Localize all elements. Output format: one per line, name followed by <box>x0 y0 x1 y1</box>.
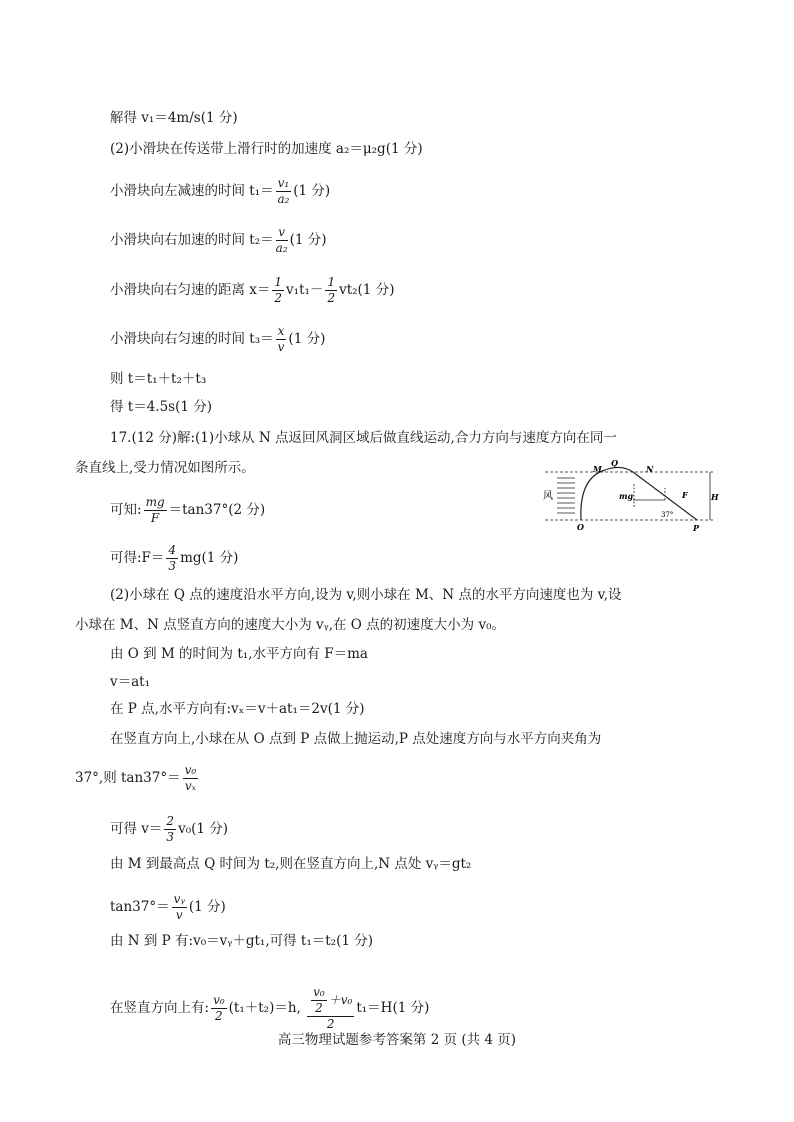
wind-tunnel-figure <box>535 458 720 538</box>
text-line: 在竖直方向上,小球在从 O 点到 P 点做上抛运动,P 点处速度方向与水平方向夹角为 <box>110 731 602 747</box>
fraction: $\frac{1}{2}$ <box>327 275 336 305</box>
fraction: $\frac{2}{3}$ <box>166 814 175 844</box>
text-line: 由 N 到 P 有:v₀＝vᵧ＋gt₁,可得 t₁＝t₂(1 分) <box>110 933 374 949</box>
nested-fraction: $\frac{\text{v₀}}{2}$ ＋v₀ 2 <box>307 985 354 1032</box>
label-P: P <box>693 523 700 533</box>
fraction: $\frac{\text{v₀}}{2}$ <box>213 993 225 1023</box>
text-line: 37°,则 tan37°＝ $\frac{\text{v₀}}{\text{vₓ}}$ <box>75 763 197 793</box>
fraction: $\frac{x}{v}$ <box>277 324 285 354</box>
label-O: O <box>577 522 584 532</box>
text-line: (2)小滑块在传送带上滑行时的加速度 a₂＝μ₂g(1 分) <box>110 141 423 157</box>
text-line: 可得 v＝ $\frac{2}{3}$ v₀(1 分) <box>110 814 229 844</box>
label-F: F <box>682 490 688 500</box>
fraction: $\frac{\text{vᵧ}}{v}$ <box>173 892 185 922</box>
label-N: N <box>646 464 654 474</box>
text-line: 小滑块向右加速的时间 t₂＝ $\frac{v}{\text{a₂}}$ (1 分) <box>110 225 327 255</box>
label-angle: 37° <box>661 511 674 519</box>
label-H: H <box>711 492 719 502</box>
fraction: $\frac{v}{\text{a₂}}$ <box>275 225 288 255</box>
text-line: (2)小球在 Q 点的速度沿水平方向,设为 v,则小球在 M、N 点的水平方向速度也为 v,设 <box>110 587 622 603</box>
fraction: $\frac{mg}{F}$ <box>145 495 165 525</box>
text-line: v＝at₁ <box>110 674 151 690</box>
text-line: 在 P 点,水平方向有:vₓ＝v＋at₁＝2v(1 分) <box>110 701 365 717</box>
text-line: 由 M 到最高点 Q 时间为 t₂,则在竖直方向上,N 点处 vᵧ＝gt₂ <box>110 856 472 872</box>
text-line: 小滑块向右匀速的时间 t₃＝ $\frac{x}{v}$ (1 分) <box>110 324 326 354</box>
fraction: $\frac{\text{v₀}}{\text{vₓ}}$ <box>184 763 197 793</box>
fraction: $\frac{4}{3}$ <box>168 543 177 573</box>
fraction: $\frac{\text{v₁}}{\text{a₂}}$ <box>277 176 290 206</box>
text-line: 则 t＝t₁＋t₂＋t₃ <box>110 371 207 387</box>
fraction: $\frac{1}{2}$ <box>274 275 283 305</box>
wind-label: 风 <box>543 491 553 502</box>
text-line: 小滑块向右匀速的距离 x＝ $\frac{1}{2}$ v₁t₁－ $\frac{1}{2}$ vt₂(1 分) <box>110 275 395 305</box>
wind-arrows-icon <box>557 478 575 513</box>
page-footer: 高三物理试题参考答案第 2 页 (共 4 页) <box>277 1032 517 1048</box>
text-line: 条直线上,受力情况如图所示。 <box>75 460 255 476</box>
text-line: 得 t＝4.5s(1 分) <box>110 399 213 415</box>
text-line: 小球在 M、N 点竖直方向的速度大小为 vᵧ,在 O 点的初速度大小为 v₀。 <box>75 617 505 633</box>
text-line: 可得:F＝ $\frac{4}{3}$ mg(1 分) <box>110 543 239 573</box>
text-line: 小滑块向左减速的时间 t₁＝ $\frac{\text{v₁}}{\text{a₂}}$ (1 分) <box>110 176 331 206</box>
text-line: 解得 v₁＝4m/s(1 分) <box>110 110 238 126</box>
text-line: 可知: $\frac{mg}{F}$ ＝tan37°(2 分) <box>110 495 266 525</box>
text-line: 17.(12 分)解:(1)小球从 N 点返回风洞区域后做直线运动,合力方向与速度方向在同一 <box>110 430 617 446</box>
text-line: tan37°＝ $\frac{\text{vᵧ}}{v}$ (1 分) <box>110 892 226 922</box>
text-line: 由 O 到 M 的时间为 t₁,水平方向有 F＝ma <box>110 646 368 662</box>
text-line: 在竖直方向上有: $\frac{\text{v₀}}{2}$ (t₁＋t₂)＝h, $\frac{\text{v₀}}{2}$ ＋v₀ 2 t₁＝H(1 分) <box>110 985 430 1031</box>
label-mg: mg <box>619 491 634 501</box>
label-M: M <box>593 464 602 474</box>
label-Q: Q <box>611 458 618 468</box>
